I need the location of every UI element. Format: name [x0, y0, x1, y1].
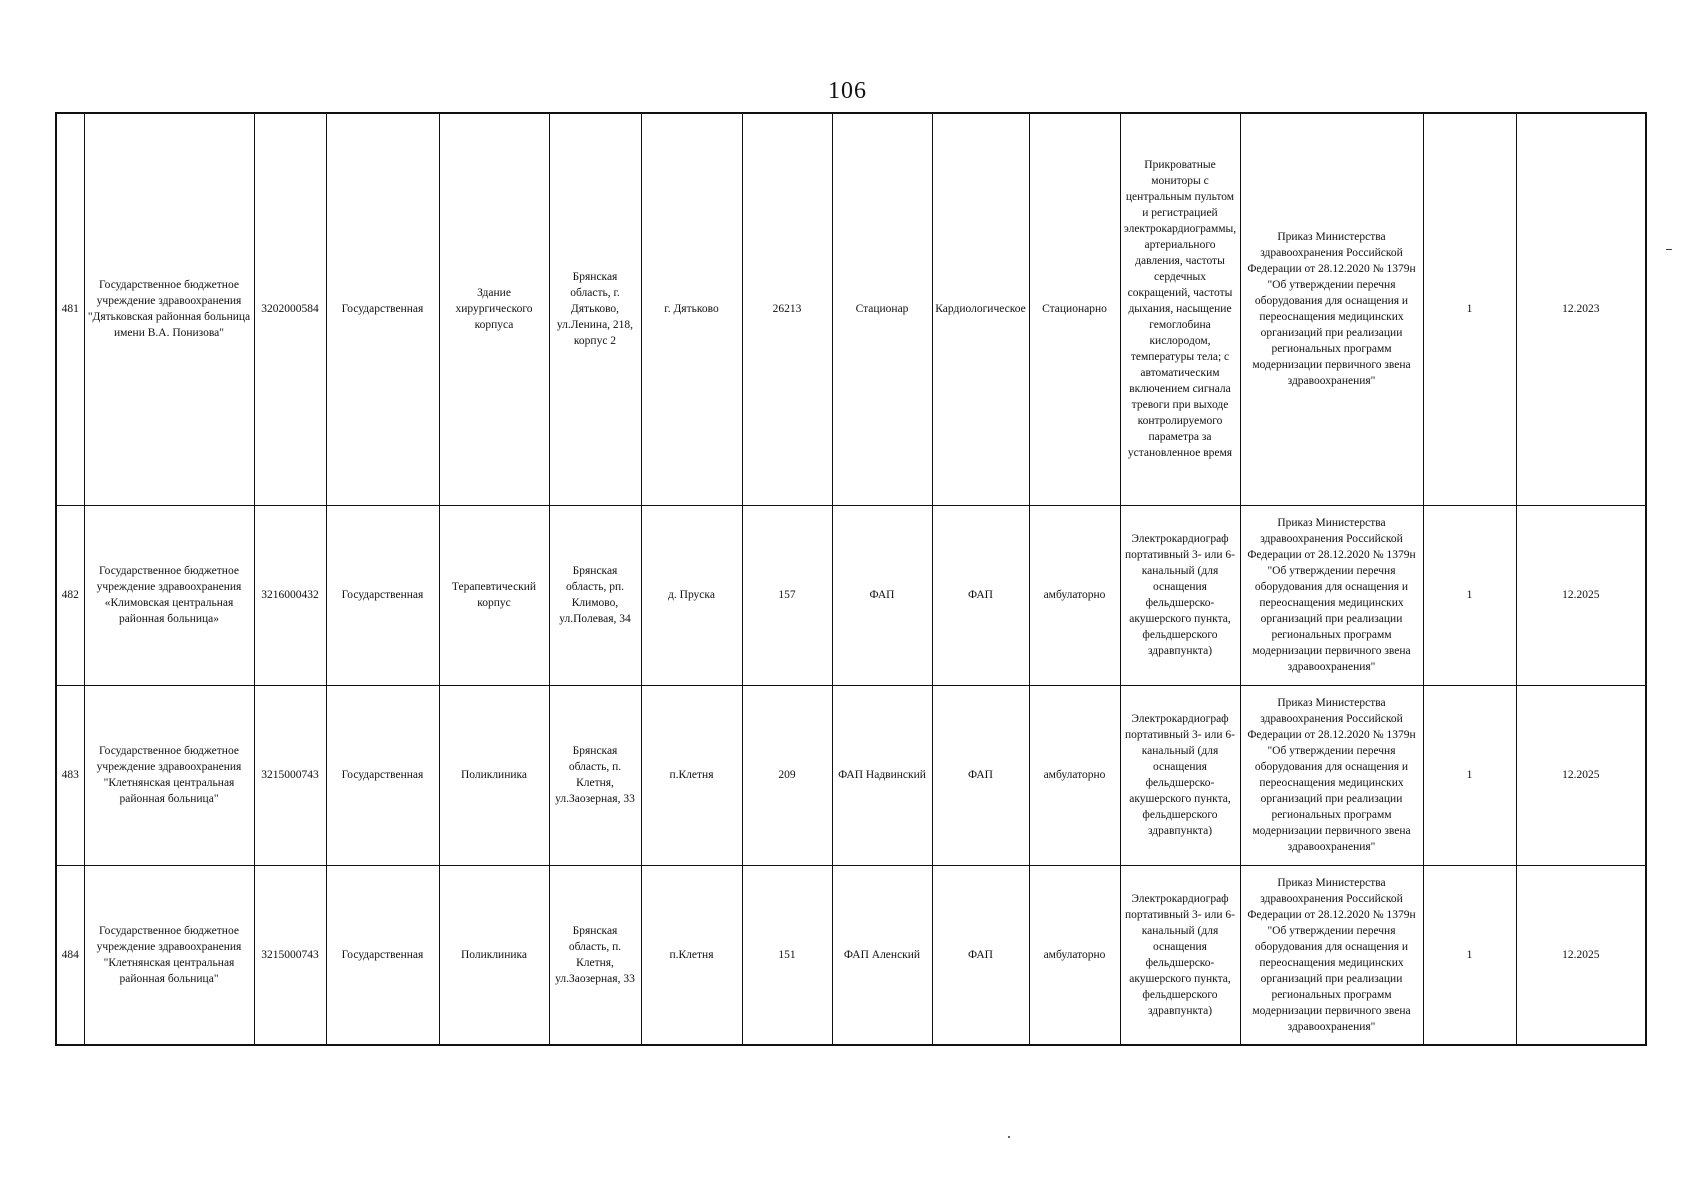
- institution-name: Государственное бюджетное учреждение здравоохранения "Дятьковская районная больница имени В.А. Понизова": [84, 113, 254, 505]
- care-form: амбулаторно: [1029, 685, 1120, 865]
- address: Брянская область, п. Клетня, ул.Заозерная, 33: [549, 865, 641, 1045]
- delivery-date: 12.2025: [1516, 505, 1646, 685]
- institution-name: Государственное бюджетное учреждение здравоохранения "Клетнянская центральная районная больница": [84, 865, 254, 1045]
- equipment-table: [55, 112, 1647, 1046]
- delivery-date: 12.2025: [1516, 865, 1646, 1045]
- locality: п.Клетня: [641, 865, 742, 1045]
- quantity: 1: [1423, 685, 1516, 865]
- equipment-name: Электрокардиограф портативный 3- или 6-канальный (для оснащения фельдшерско-акушерского пункта, фельдшерского здравпункта): [1120, 865, 1240, 1045]
- equipment-name: Электрокардиограф портативный 3- или 6-канальный (для оснащения фельдшерско-акушерского пункта, фельдшерского здравпункта): [1120, 685, 1240, 865]
- row-number: 483: [56, 685, 84, 865]
- unit-profile: ФАП: [932, 865, 1029, 1045]
- table-row: [56, 505, 1646, 685]
- care-form: Стационарно: [1029, 113, 1120, 505]
- scan-mark: [1666, 249, 1672, 250]
- ownership-form: Государственная: [326, 865, 439, 1045]
- page-number: 106: [828, 78, 867, 104]
- delivery-date: 12.2025: [1516, 685, 1646, 865]
- regulation-order: Приказ Министерства здравоохранения Российской Федерации от 28.12.2020 № 1379н "Об утверждении перечня оборудования для оснащения и переоснащения медицинских организаций при реализации региональных программ модернизации первичного звена здравоохранения": [1240, 505, 1423, 685]
- ownership-form: Государственная: [326, 113, 439, 505]
- population: 26213: [742, 113, 832, 505]
- quantity: 1: [1423, 113, 1516, 505]
- quantity: 1: [1423, 865, 1516, 1045]
- regulation-order: Приказ Министерства здравоохранения Российской Федерации от 28.12.2020 № 1379н "Об утверждении перечня оборудования для оснащения и переоснащения медицинских организаций при реализации региональных программ модернизации первичного звена здравоохранения": [1240, 865, 1423, 1045]
- population: 151: [742, 865, 832, 1045]
- table-row: [56, 865, 1646, 1045]
- equipment-name: Электрокардиограф портативный 3- или 6-канальный (для оснащения фельдшерско-акушерского пункта, фельдшерского здравпункта): [1120, 505, 1240, 685]
- row-number: 482: [56, 505, 84, 685]
- institution-name: Государственное бюджетное учреждение здравоохранения "Клетнянская центральная районная больница": [84, 685, 254, 865]
- scan-speck: [1008, 1136, 1010, 1138]
- institution-code: 3202000584: [254, 113, 326, 505]
- locality: п.Клетня: [641, 685, 742, 865]
- table-row: [56, 113, 1646, 505]
- population: 157: [742, 505, 832, 685]
- locality: г. Дятьково: [641, 113, 742, 505]
- address: Брянская область, п. Клетня, ул.Заозерная, 33: [549, 685, 641, 865]
- population: 209: [742, 685, 832, 865]
- ownership-form: Государственная: [326, 685, 439, 865]
- table-row: [56, 685, 1646, 865]
- unit-type: ФАП Аленский: [832, 865, 932, 1045]
- quantity: 1: [1423, 505, 1516, 685]
- building-name: Поликлиника: [439, 865, 549, 1045]
- row-number: 481: [56, 113, 84, 505]
- unit-profile: ФАП: [932, 685, 1029, 865]
- institution-code: 3216000432: [254, 505, 326, 685]
- unit-profile: Кардиологическое: [932, 113, 1029, 505]
- delivery-date: 12.2023: [1516, 113, 1646, 505]
- row-number: 484: [56, 865, 84, 1045]
- ownership-form: Государственная: [326, 505, 439, 685]
- unit-profile: ФАП: [932, 505, 1029, 685]
- unit-type: ФАП Надвинский: [832, 685, 932, 865]
- unit-type: Стационар: [832, 113, 932, 505]
- locality: д. Пруска: [641, 505, 742, 685]
- address: Брянская область, г. Дятьково, ул.Ленина, 218, корпус 2: [549, 113, 641, 505]
- care-form: амбулаторно: [1029, 505, 1120, 685]
- building-name: Терапевтический корпус: [439, 505, 549, 685]
- building-name: Здание хирургического корпуса: [439, 113, 549, 505]
- care-form: амбулаторно: [1029, 865, 1120, 1045]
- institution-code: 3215000743: [254, 685, 326, 865]
- address: Брянская область, рп. Климово, ул.Полевая, 34: [549, 505, 641, 685]
- equipment-name: Прикроватные мониторы с центральным пультом и регистрацией электрокардиограммы, артериального давления, частоты сердечных сокращений, частоты дыхания, насыщение гемоглобина кислородом, температуры тела; с автоматическим включением сигнала тревоги при выходе контролируемого параметра за установленное время: [1120, 113, 1240, 505]
- institution-name: Государственное бюджетное учреждение здравоохранения «Климовская центральная районная больница»: [84, 505, 254, 685]
- building-name: Поликлиника: [439, 685, 549, 865]
- unit-type: ФАП: [832, 505, 932, 685]
- regulation-order: Приказ Министерства здравоохранения Российской Федерации от 28.12.2020 № 1379н "Об утверждении перечня оборудования для оснащения и переоснащения медицинских организаций при реализации региональных программ модернизации первичного звена здравоохранения": [1240, 685, 1423, 865]
- institution-code: 3215000743: [254, 865, 326, 1045]
- regulation-order: Приказ Министерства здравоохранения Российской Федерации от 28.12.2020 № 1379н "Об утверждении перечня оборудования для оснащения и переоснащения медицинских организаций при реализации региональных программ модернизации первичного звена здравоохранения": [1240, 113, 1423, 505]
